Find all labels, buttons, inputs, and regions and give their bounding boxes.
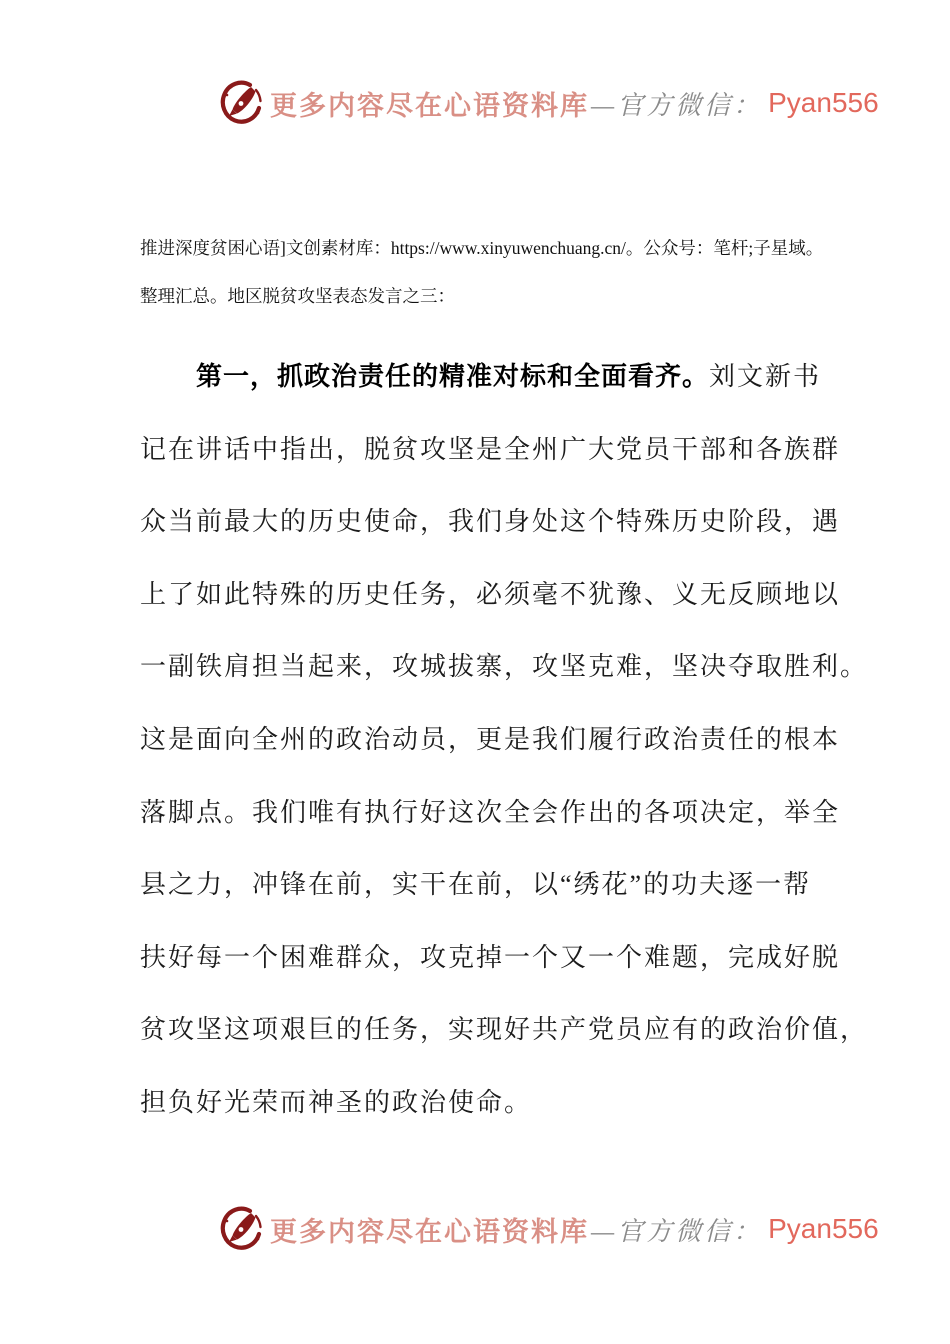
wechat-id: Pyan556 (768, 1213, 879, 1244)
footer-watermark (220, 1206, 879, 1252)
body-line: 贫攻坚这项艰巨的任务，实现好共产党员应有的政治价值， (140, 1015, 869, 1045)
source-note (140, 224, 830, 320)
body-line: 这是面向全州的政治动员，更是我们履行政治责任的根本 (140, 724, 841, 754)
pen-nib-circle-icon (220, 80, 264, 126)
body-line: 落脚点。我们唯有执行好这次全会作出的各项决定，举全 (140, 797, 841, 827)
body-line: 一副铁肩担当起来，攻城拔寨，攻坚克难，坚决夺取胜利。 (140, 652, 869, 682)
heading-bold-run: 第一，抓政治责任的精准对标和全面看齐。 (196, 361, 710, 391)
body-line: 记在讲话中指出，脱贫攻坚是全州广大党员干部和各族群 (140, 434, 841, 464)
source-note-line-1: 推进深度贫困心语]文创素材库：https://www.xinyuwenchuang.cn/。公众号：笔杆;子星域。 (140, 238, 824, 258)
source-note-line-2: 整理汇总。地区脱贫攻坚表态发言之三： (140, 286, 455, 306)
body-lines (140, 414, 869, 1140)
body-line: 上了如此特殊的历史任务，必须毫不犹豫、义无反顾地以 (140, 579, 841, 609)
body-heading-line (140, 340, 830, 414)
wechat-id: Pyan556 (768, 87, 879, 118)
pen-nib-circle-icon (220, 1206, 264, 1252)
body-line: 担负好光荣而神圣的政治使命。 (140, 1087, 533, 1117)
body-paragraph (140, 340, 869, 1140)
body-line: 扶好每一个困难群众，攻克掉一个又一个难题，完成好脱 (140, 942, 841, 972)
body-line: 众当前最大的历史使命，我们身处这个特殊历史阶段，遇 (140, 507, 841, 537)
body-line: 县之力，冲锋在前，实干在前，以“绣花”的功夫逐一帮 (140, 870, 812, 900)
heading-regular-run: 刘文新书 (709, 362, 822, 391)
brand-text: 更多内容尽在心语资料库 (270, 1216, 589, 1247)
header-watermark (220, 80, 879, 126)
wechat-label: —官方微信： (591, 1216, 763, 1246)
brand-text: 更多内容尽在心语资料库 (270, 90, 589, 121)
wechat-label: —官方微信： (591, 90, 763, 120)
